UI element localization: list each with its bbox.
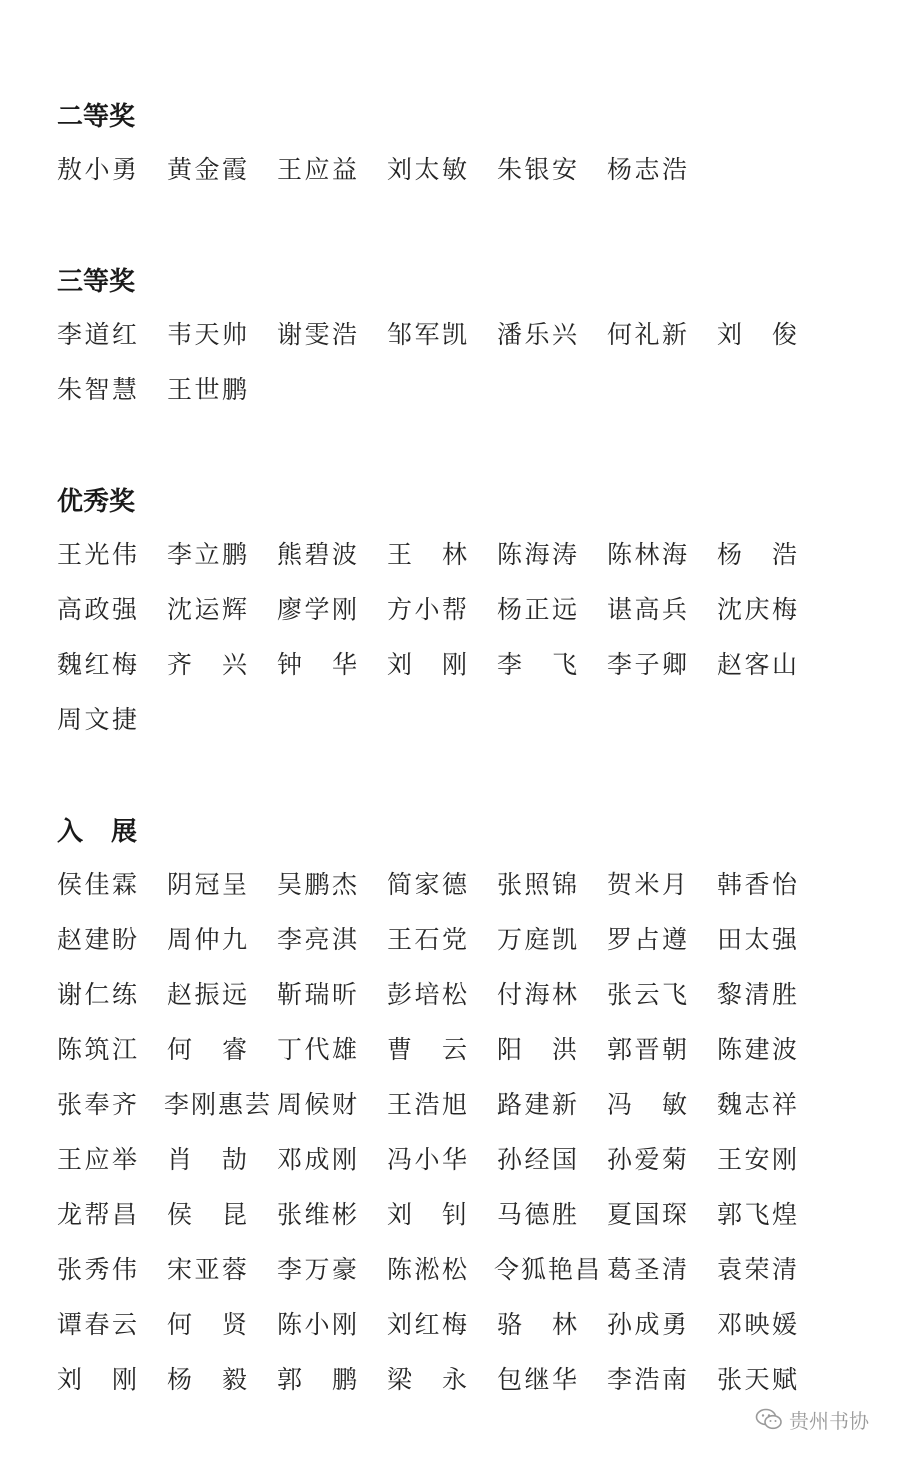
- name-entry: 吴 鹏 杰: [277, 870, 357, 899]
- name-entry: 韦 天 帅: [167, 320, 247, 349]
- name-entry: 侯 佳 霖: [57, 870, 137, 899]
- name-entry: 高 政 强: [57, 595, 137, 624]
- name-entry: 孙 爱 菊: [607, 1145, 687, 1174]
- name-entry: 廖 学 刚: [277, 595, 357, 624]
- excellence-prize-heading: 优秀奖: [57, 487, 136, 517]
- name-entry: 夏 国 琛: [607, 1200, 687, 1229]
- name-entry: 万 庭 凯: [497, 925, 577, 954]
- name-entry: 曹 云: [387, 1035, 467, 1064]
- name-entry: 邓 映 媛: [717, 1310, 797, 1339]
- name-entry: 彭 培 松: [387, 980, 467, 1009]
- name-entry: 王 应 益: [277, 155, 357, 184]
- name-entry: 赵 客 山: [717, 650, 797, 679]
- name-entry: 王 应 举: [57, 1145, 137, 1174]
- name-entry: 贺 米 月: [607, 870, 687, 899]
- name-entry: 孙 经 国: [497, 1145, 577, 1174]
- name-entry: 谭 春 云: [57, 1310, 137, 1339]
- second-prize-heading: 二等奖: [57, 102, 136, 132]
- name-entry: 侯 昆: [167, 1200, 247, 1229]
- name-entry: 李 万 豪: [277, 1255, 357, 1284]
- name-entry: 张 照 锦: [497, 870, 577, 899]
- name-entry: 朱 银 安: [497, 155, 577, 184]
- name-entry: 张 天 赋: [717, 1365, 797, 1394]
- name-entry: 刘 刚: [387, 650, 467, 679]
- name-entry: 肖 劼: [167, 1145, 247, 1174]
- name-entry: 齐 兴: [167, 650, 247, 679]
- name-entry: 王 浩 旭: [387, 1090, 467, 1119]
- name-entry: 陈 林 海: [607, 540, 687, 569]
- name-entry: 李 立 鹏: [167, 540, 247, 569]
- name-entry: 王 石 党: [387, 925, 467, 954]
- name-entry: 张 云 飞: [607, 980, 687, 1009]
- name-entry: 丁 代 雄: [277, 1035, 357, 1064]
- name-entry: 何 礼 新: [607, 320, 687, 349]
- name-entry: 朱 智 慧: [57, 375, 137, 404]
- name-entry: 杨 正 远: [497, 595, 577, 624]
- name-entry: 田 太 强: [717, 925, 797, 954]
- name-entry: 陈 小 刚: [277, 1310, 357, 1339]
- name-entry: 杨 志 浩: [607, 155, 687, 184]
- name-entry: 周 仲 九: [167, 925, 247, 954]
- name-entry: 王 安 刚: [717, 1145, 797, 1174]
- name-entry: 刘 刚: [57, 1365, 137, 1394]
- name-entry: 魏 志 祥: [717, 1090, 797, 1119]
- wechat-icon: [755, 1407, 783, 1431]
- name-entry: 罗 占 遵: [607, 925, 687, 954]
- name-entry: 李 刚 惠 芸: [164, 1090, 270, 1119]
- name-entry: 何 贤: [167, 1310, 247, 1339]
- name-entry: 郭 晋 朝: [607, 1035, 687, 1064]
- name-entry: 邓 成 刚: [277, 1145, 357, 1174]
- name-entry: 杨 浩: [717, 540, 797, 569]
- name-entry: 李 亮 淇: [277, 925, 357, 954]
- name-entry: 冯 小 华: [387, 1145, 467, 1174]
- name-entry: 敖 小 勇: [57, 155, 137, 184]
- name-entry: 阳 洪: [497, 1035, 577, 1064]
- name-entry: 靳 瑞 昕: [277, 980, 357, 1009]
- name-entry: 赵 振 远: [167, 980, 247, 1009]
- name-entry: 刘 钊: [387, 1200, 467, 1229]
- name-entry: 张 秀 伟: [57, 1255, 137, 1284]
- name-entry: 骆 林: [497, 1310, 577, 1339]
- name-entry: 梁 永: [387, 1365, 467, 1394]
- name-entry: 谢 仁 练: [57, 980, 137, 1009]
- name-entry: 方 小 帮: [387, 595, 467, 624]
- name-entry: 付 海 林: [497, 980, 577, 1009]
- name-entry: 李 飞: [497, 650, 577, 679]
- name-entry: 郭 鹏: [277, 1365, 357, 1394]
- name-entry: 王 光 伟: [57, 540, 137, 569]
- name-entry: 张 维 彬: [277, 1200, 357, 1229]
- name-entry: 何 睿: [167, 1035, 247, 1064]
- name-entry: 韩 香 怡: [717, 870, 797, 899]
- name-entry: 钟 华: [277, 650, 357, 679]
- name-entry: 陈 建 波: [717, 1035, 797, 1064]
- name-entry: 陈 淞 松: [387, 1255, 467, 1284]
- name-entry: 袁 荣 清: [717, 1255, 797, 1284]
- name-entry: 宋 亚 蓉: [167, 1255, 247, 1284]
- name-entry: 谌 高 兵: [607, 595, 687, 624]
- name-entry: 陈 筑 江: [57, 1035, 137, 1064]
- name-entry: 葛 圣 清: [607, 1255, 687, 1284]
- name-entry: 刘 太 敏: [387, 155, 467, 184]
- name-entry: 李 道 红: [57, 320, 137, 349]
- name-entry: 张 奉 齐: [57, 1090, 137, 1119]
- name-entry: 王 林: [387, 540, 467, 569]
- name-entry: 熊 碧 波: [277, 540, 357, 569]
- name-entry: 沈 运 辉: [167, 595, 247, 624]
- name-entry: 沈 庆 梅: [717, 595, 797, 624]
- name-entry: 邹 军 凯: [387, 320, 467, 349]
- name-entry: 包 继 华: [497, 1365, 577, 1394]
- name-entry: 黄 金 霞: [167, 155, 247, 184]
- name-entry: 周 候 财: [277, 1090, 357, 1119]
- watermark: [755, 1405, 869, 1433]
- name-entry: 潘 乐 兴: [497, 320, 577, 349]
- name-entry: 魏 红 梅: [57, 650, 137, 679]
- name-entry: 黎 清 胜: [717, 980, 797, 1009]
- name-entry: 简 家 德: [387, 870, 467, 899]
- third-prize-heading: 三等奖: [57, 267, 136, 297]
- exhibition-heading: 入展: [57, 817, 166, 847]
- name-entry: 阴 冠 呈: [167, 870, 247, 899]
- name-entry: 郭 飞 煌: [717, 1200, 797, 1229]
- name-entry: 令 狐 艳 昌: [494, 1255, 600, 1284]
- name-entry: 刘 俊: [717, 320, 797, 349]
- name-entry: 龙 帮 昌: [57, 1200, 137, 1229]
- name-entry: 周 文 捷: [57, 705, 137, 734]
- name-entry: 赵 建 盼: [57, 925, 137, 954]
- name-entry: 王 世 鹏: [167, 375, 247, 404]
- name-entry: 路 建 新: [497, 1090, 577, 1119]
- name-entry: 孙 成 勇: [607, 1310, 687, 1339]
- name-entry: 李 浩 南: [607, 1365, 687, 1394]
- name-entry: 谢 雯 浩: [277, 320, 357, 349]
- name-entry: 杨 毅: [167, 1365, 247, 1394]
- name-entry: 冯 敏: [607, 1090, 687, 1119]
- name-entry: 陈 海 涛: [497, 540, 577, 569]
- name-entry: 马 德 胜: [497, 1200, 577, 1229]
- name-entry: 李 子 卿: [607, 650, 687, 679]
- watermark-text: 贵州书协: [789, 1408, 869, 1433]
- name-entry: 刘 红 梅: [387, 1310, 467, 1339]
